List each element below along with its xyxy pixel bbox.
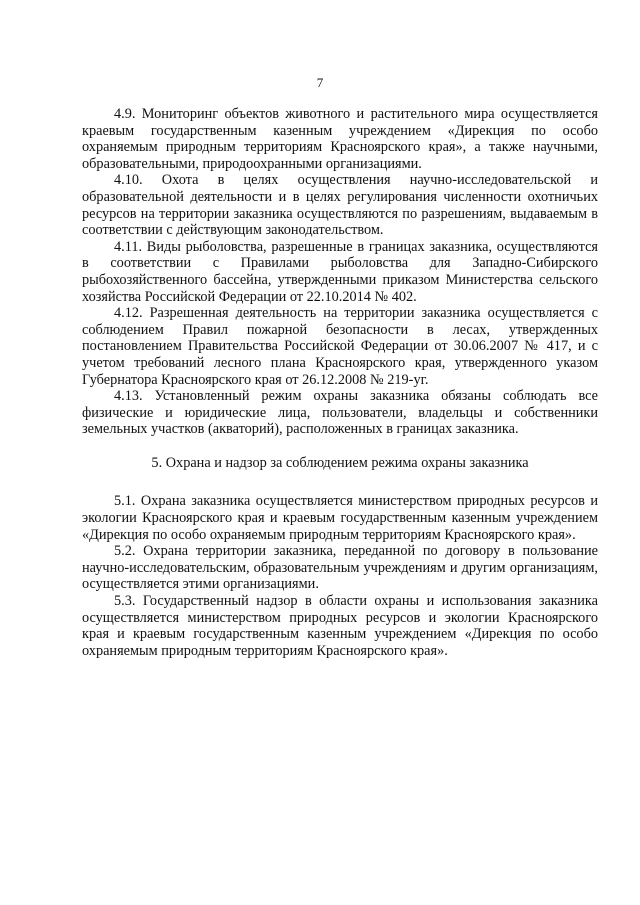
- document-body: [82, 106, 598, 659]
- section-title: 5. Охрана и надзор за соблюдением режима охраны заказника: [151, 454, 529, 471]
- paragraph-5-1: 5.1. Охрана заказника осуществляется министерством природных ресурсов и экологии Красноярского края и краевым государственным казенным учреждением «Дирекция по особо охраняемым природным территориям Красноярского края».: [82, 493, 598, 543]
- paragraph-5-2: 5.2. Охрана территории заказника, переданной по договору в пользование научно-исследовательским, образовательным учреждениям и другим организациям, осуществляется этими организациями.: [82, 543, 598, 593]
- paragraph-4-9: 4.9. Мониторинг объектов животного и растительного мира осуществляется краевым государственным казенным учреждением «Дирекция по особо охраняемым природным территориям Красноярского края», а также научными, образовательными, природоохранными организациями.: [82, 106, 598, 172]
- page-number: 7: [316, 75, 324, 90]
- paragraph-5-3: 5.3. Государственный надзор в области охраны и использования заказника осуществляется министерством природных ресурсов и экологии Красноярского края и краевым государственным казенным учреждением «Дирекция по особо охраняемым природным территориям Красноярского края».: [82, 593, 598, 659]
- paragraph-4-10: 4.10. Охота в целях осуществления научно-исследовательской и образовательной деятельности и в целях регулирования численности охотничьих ресурсов на территории заказника осуществляются по разрешениям, выдаваемым в соответствии с действующим законодательством.: [82, 172, 598, 239]
- paragraph-4-13: 4.13. Установленный режим охраны заказника обязаны соблюдать все физические и юридические лица, пользователи, владельцы и собственники земельных участков (акваторий), расположенных в границах заказника.: [82, 388, 598, 438]
- paragraph-4-11: 4.11. Виды рыболовства, разрешенные в границах заказника, осуществляются в соответствии с Правилами рыболовства для Западно-Сибирского рыбохозяйственного бассейна, утвержденными приказом Министерства сельского хозяйства Российской Федерации от 22.10.2014 № 402.: [82, 238, 598, 305]
- paragraph-4-12: 4.12. Разрешенная деятельность на территории заказника осуществляется с соблюдением Правил пожарной безопасности в лесах, утвержденных постановлением Правительства Российской Федерации от 30.06.2007 № 417, и с учетом требований лесного плана Красноярского края, утвержденного указом Губернатора Красноярского края от 26.12.2008 № 219-уг.: [82, 305, 598, 388]
